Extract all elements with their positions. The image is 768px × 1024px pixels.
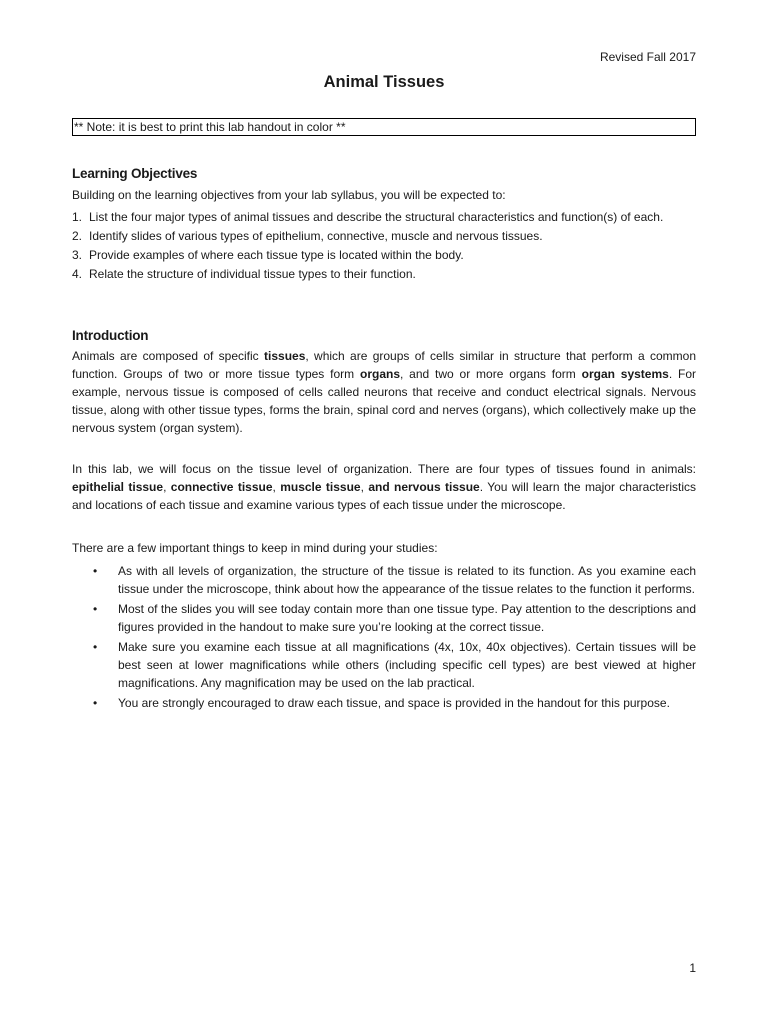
list-item-text: As with all levels of organization, the structure of the tissue is related to its function. As you examine each tissue under the microscope, think about how the appearance of the tissue relates to the function it performs. [118,564,696,596]
objectives-intro: Building on the learning objectives from your lab syllabus, you will be expected to: [72,188,506,202]
introduction-paragraph-3: There are a few important things to keep in mind during your studies: [72,541,438,555]
bullet-icon: • [93,696,98,710]
list-item-text: Relate the structure of individual tissue types to their function. [89,267,416,281]
list-item-text: Most of the slides you will see today contain more than one tissue type. Pay attention to the descriptions and figures provided in the handout to make sure you’re looking at the correct tissue. [118,602,696,634]
bullet-icon: • [93,640,98,654]
list-item [72,638,696,692]
list-item [72,208,696,226]
page-title: Animal Tissues [323,73,445,91]
introduction-paragraph-1: Animals are composed of specific tissues, which are groups of cells similar in structure that perform a common function. Groups of two or more tissue types form organs, and two or more organs form organ systems. For example, nervous tissue is composed of cells called neurons that receive and conduct electrical signals. Nervous tissue, along with other tissue types, forms the brain, spinal cord and nerves (organs), which collectively make up the nervous system (organ system). [72,349,697,435]
list-number: 4. [72,267,83,281]
document-page [72,0,696,1024]
print-note-box: ** Note: it is best to print this lab handout in color ** [72,118,696,136]
introduction-heading: Introduction [72,328,149,343]
list-item-text: You are strongly encouraged to draw each tissue, and space is provided in the handout for this purpose. [118,696,670,710]
page-number: 1 [689,961,696,975]
study-tips-list [72,562,696,714]
list-item [72,227,696,245]
list-number: 1. [72,210,83,224]
list-item-text: Make sure you examine each tissue at all magnifications (4x, 10x, 40x objectives). Certain tissues will be best seen at lower magnifications while others (including specific cell types) are best viewed at higher magnifications. Any magnification may be used on the lab practical. [118,640,696,690]
list-item [72,694,696,712]
list-item [72,246,696,264]
list-item [72,562,696,598]
introduction-paragraph-2: In this lab, we will focus on the tissue level of organization. There are four types of tissues found in animals: epithelial tissue, connective tissue, muscle tissue, and nervous tissue. You will learn the major characteristics and locations of each tissue and examine various types of each tissue under the microscope. [72,462,696,512]
list-item [72,600,696,636]
list-number: 2. [72,229,83,243]
list-item [72,265,696,283]
learning-objectives-heading: Learning Objectives [72,166,198,181]
list-item-text: Identify slides of various types of epithelium, connective, muscle and nervous tissues. [89,229,543,243]
list-item-text: Provide examples of where each tissue type is located within the body. [89,248,464,262]
bullet-icon: • [93,602,98,616]
revision-label: Revised Fall 2017 [599,50,696,64]
list-item-text: List the four major types of animal tissues and describe the structural characteristics and function(s) of each. [89,210,664,224]
objectives-list [72,208,696,284]
bullet-icon: • [93,564,98,578]
list-number: 3. [72,248,83,262]
